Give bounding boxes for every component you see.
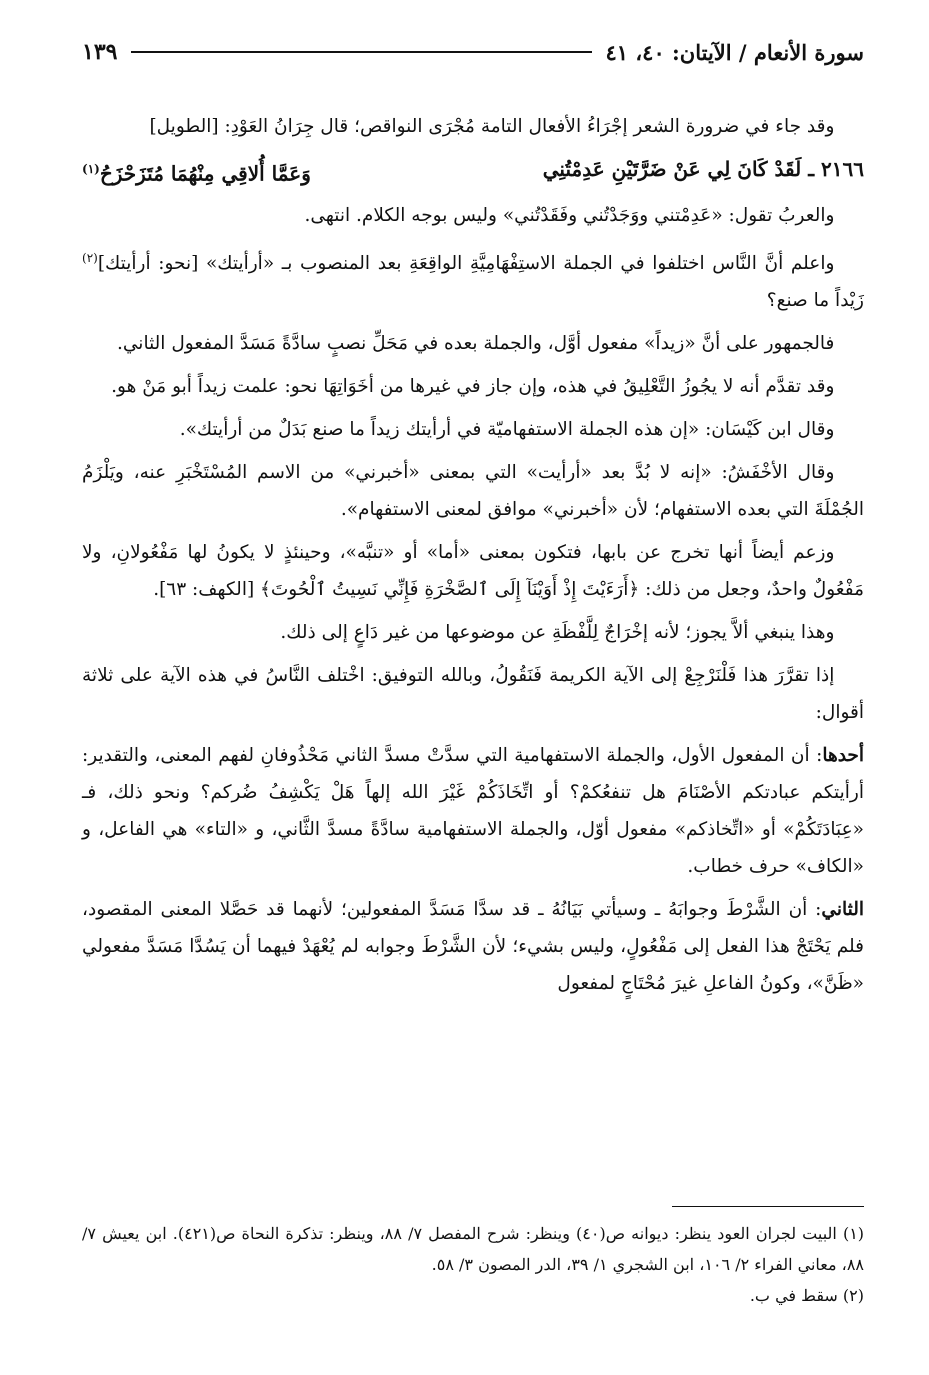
page-header bbox=[82, 32, 864, 72]
main-text bbox=[82, 108, 864, 1008]
verse-second-text: وَعَمَّا أُلاقِي مِنْهُمَا مُتَزَحْزَحُ bbox=[99, 161, 311, 186]
paragraph: وقد جاء في ضرورة الشعر إجْرَاءُ الأفعال التامة مُجْرَى النواقص؛ قال جِرَانُ العَوْدِ: [الطويل] bbox=[149, 116, 835, 137]
footnote-ref: (٢) bbox=[82, 250, 98, 265]
paragraph-text: : أن الشَّرْطَ وجوابَهُ ـ وسيأتي بَيَانُهُ ـ قد سدَّا مَسَدَّ المفعولين؛ لأنهما قد حَصَّلا المعنى المقصود، فلم يَحْتَجْ هذا الفعل إلى مَفْعُولٍ، وليس بشيء؛ لأن الشَّرْطَ وجوابه لم يُعْهَدْ فيهما أن يَسُدَّا مَسَدَّ مفعولي «ظَنَّ»، وكونُ الفاعلِ غيرَ مُحْتَاجٍ لمفعول bbox=[82, 898, 864, 994]
footnote-rule bbox=[672, 1206, 864, 1207]
paragraph-text: : أن المفعول الأول، والجملة الاستفهامية التي سدَّتْ مسدَّ الثاني مَحْذُوفانِ لفهم المعنى، والتقدير: أرأيتكم عبادتكم الأصْنَامَ هل تنفعُكمْ؟ أو اتِّخَاذَكُمْ غَيْرَ الله إلهاً هَلْ يَكْشِفُ ضُركم؟ ونحو ذلك، فـ «عِبَادَتَكُمْ» أو «اتِّخاذكم» مفعول أوّل، والجملة الاستفهامية سادَّةً مسدَّ الثَّاني، و «التاء» هي الفاعل، و «الكاف» حرف خطاب. bbox=[82, 744, 864, 877]
paragraph: وقد تقدَّم أنه لا يجُوزُ التَّعْلِيقُ في هذه، وإن جاز في غيرها من أخَوَاتِهَا نحو: علمت زيداً أبو مَنْ هو. bbox=[111, 375, 835, 397]
poetry-verse bbox=[82, 151, 864, 193]
paragraph: فالجمهور على أنَّ «زيداً» مفعول أوَّل، والجملة بعده في مَحَلِّ نصبٍ سادَّةً مَسَدَّ المفعول الثاني. bbox=[117, 332, 835, 354]
paragraph: وزعم أيضاً أنها تخرج عن بابها، فتكون بمعنى «أما» أو «تنبَّه»، وحينئذٍ لا يكونُ لها مَفْعُولانِ، ولا مَفْعُولٌ واحدٌ، وجعل من ذلك: ﴿أَرَءَيْتَ إِذْ أَوَيْنَآ إِلَى ٱلصَّخْرَةِ فَإِنِّي نَسِيتُ ٱلْحُوتَ﴾ [الكهف: ٦٣]. bbox=[82, 541, 864, 600]
footnote: (٢) سقط في ب. bbox=[749, 1286, 864, 1305]
opinion-label: أحدها bbox=[822, 744, 864, 766]
verse-number: ٢١٦٦ ـ bbox=[808, 157, 864, 181]
verse-first-hemistich bbox=[543, 151, 864, 193]
paragraph bbox=[82, 240, 864, 319]
paragraph bbox=[82, 891, 864, 1002]
footnote: (١) البيت لجران العود ينظر: ديوانه ص(٤٠) وينظر: شرح المفصل ٧/ ٨٨، وينظر: تذكرة النحاة ص(٤٢١). ابن يعيش ٧/ ٨٨، معاني الفراء ٢/ ١٠٦، ابن الشجري ١/ ٣٩، الدر المصون ٣/ ٥٨. bbox=[82, 1224, 865, 1274]
opinion-label: الثاني bbox=[821, 898, 864, 920]
page-number: ١٣٩ bbox=[82, 39, 118, 65]
running-title: سورة الأنعام / الآيتان: ٤٠، ٤١ bbox=[605, 39, 864, 65]
paragraph: إذا تقرَّرَ هذا فَلْنَرْجِعْ إلى الآية الكريمة فَنَقُولُ، وبالله التوفيق: اخْتلف النَّاسُ في هذه الآية على ثلاثة أقوال: bbox=[82, 664, 864, 723]
paragraph: والعربُ تقول: «عَدِمْتني ووَجَدْتُني وفَقَدْتُني» وليس بوجه الكلام. انتهى. bbox=[304, 204, 835, 226]
header-rule bbox=[131, 51, 591, 53]
paragraph-text: زَيْداً ما صنع؟ bbox=[766, 289, 864, 311]
paragraph: وقال الأخْفَشُ: «إنه لا بُدَّ بعد «أرأيت» التي بمعنى «أخبرني» من الاسم المُسْتَخْبَرِ عنه، ويَلْزَمُ الجُمْلَةَ التي بعده الاستفهام؛ لأن «أخبرني» موافق لمعنى الاستفهام». bbox=[82, 461, 864, 520]
paragraph-text: واعلم أنَّ النَّاس اختلفوا في الجملة الاستِفْهَامِيَّةِ الواقِعَةِ بعد المنصوب بـ «أرأيتك» [نحو: أرأيتك] bbox=[97, 252, 835, 274]
footnotes bbox=[82, 1218, 864, 1311]
verse-second-hemistich bbox=[82, 151, 311, 193]
paragraph: وهذا ينبغي ألاَّ يجوز؛ لأنه إخْرَاجٌ لِلَّفْظَةِ عن موضوعها من غير دَاعٍ إلى ذلك. bbox=[280, 621, 835, 643]
verse-first-text: لَقَدْ كَانَ لِي عَنْ ضَرَّتَيْنِ عَدِمْتُنِي bbox=[542, 157, 802, 181]
footnote-ref: (١) bbox=[82, 162, 100, 176]
paragraph: وقال ابن كَيْسَان: «إن هذه الجملة الاستفهاميّة في أرأيتك زيداً ما صنع بَدَلٌ من أرأيتك». bbox=[179, 418, 835, 440]
paragraph bbox=[82, 737, 864, 885]
